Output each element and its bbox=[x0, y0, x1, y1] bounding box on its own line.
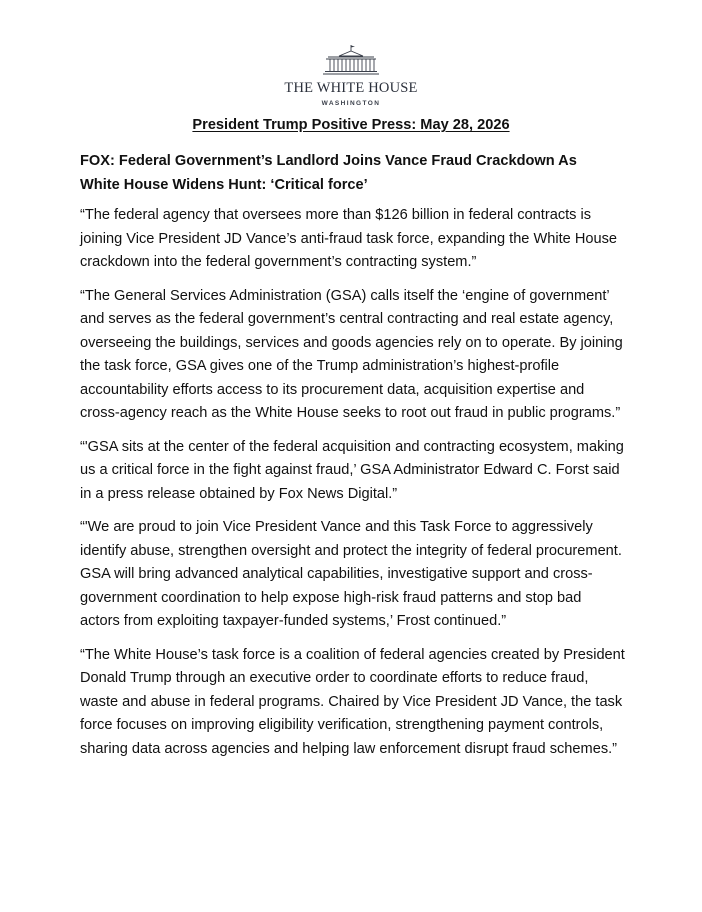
article-body bbox=[80, 204, 625, 771]
page-title: President Trump Positive Press: May 28, 2026 bbox=[192, 117, 510, 133]
paragraph: “The White House’s task force is a coalition of federal agencies created by President Donald Trump through an executive order to coordinate efforts to reduce fraud, waste and abuse in federal programs. Chaired by Vice President JD Vance, the task force focuses on improving eligibility verification, strengthening payment controls, sharing data across agencies and helping law enforcement disrupt fraud schemes.” bbox=[80, 646, 625, 757]
paragraph: “'We are proud to join Vice President Vance and this Task Force to aggressively identify abuse, strengthen oversight and protect the integrity of federal procurement. GSA will bring advanced analytical capabilities, investigative support and cross-government coordination to help expose high-risk fraud patterns and stop bad actors from exploiting taxpayer-funded systems,’ Frost continued.” bbox=[80, 519, 622, 629]
org-location: WASHINGTON bbox=[321, 100, 381, 107]
org-name: THE WHITE HOUSE bbox=[284, 80, 418, 96]
paragraph: “The General Services Administration (GSA) calls itself the ‘engine of government’ and serves as the federal government’s central contracting and real estate agency, overseeing the buildings, services and goods agencies rely on to operate. By joining the task force, GSA gives one of the Trump administration’s highest-profile accountability efforts access to its procurement data, acquisition expertise and cross-agency reach as the White House seeks to root out fraud in public programs.” bbox=[80, 287, 623, 421]
article-title: FOX: Federal Government’s Landlord Joins Vance Fraud Crackdown As White House Widens Hunt: ‘Critical force’ bbox=[80, 153, 577, 193]
masthead bbox=[0, 44, 702, 107]
white-house-building-icon bbox=[322, 44, 380, 76]
paragraph: “'GSA sits at the center of the federal acquisition and contracting ecosystem, making us a critical force in the fight against fraud,’ GSA Administrator Edward C. Forst said in a press release obtained by Fox News Digital.” bbox=[80, 438, 624, 502]
paragraph: “The federal agency that oversees more than $126 billion in federal contracts is joining Vice President JD Vance’s anti-fraud task force, expanding the White House crackdown into the federal government’s contracting system.” bbox=[80, 207, 618, 270]
